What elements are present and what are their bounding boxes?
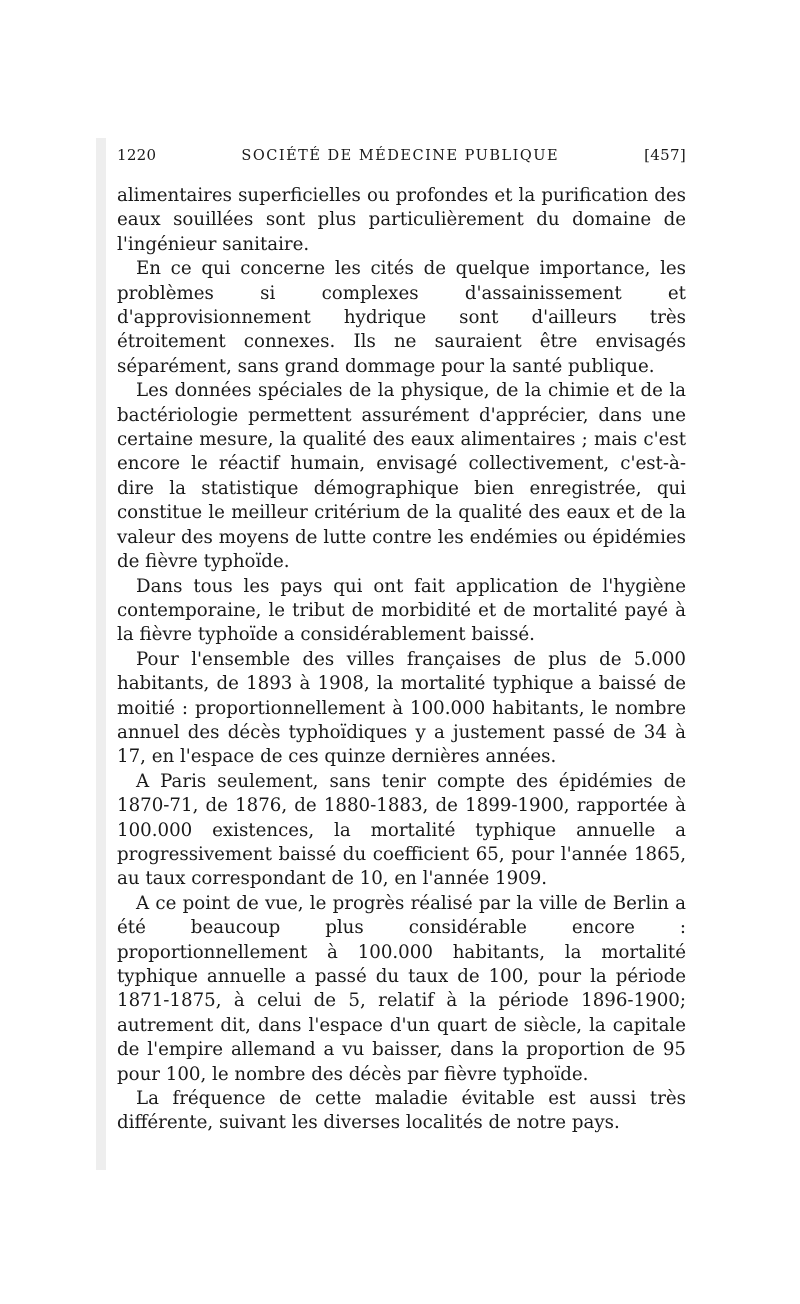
page-gutter-shadow <box>96 138 106 1170</box>
body-text <box>117 184 686 1136</box>
paragraph: Dans tous les pays qui ont fait application de l'hygiène contemporaine, le tribut de morbidité et de mortalité payé à la fièvre typhoïde a considérablement baissé. <box>117 575 686 646</box>
paragraph: En ce qui concerne les cités de quelque importance, les problèmes si complexes d'assainissement et d'approvisionnement hydrique sont d'ailleurs très étroitement connexes. Ils ne sauraient être envisagés séparément, sans grand dommage pour la santé publique. <box>117 258 686 377</box>
running-header <box>117 146 686 172</box>
paragraph: A Paris seulement, sans tenir compte des épidémies de 1870-71, de 1876, de 1880-1883, de 1899-1900, rapportée à 100.000 existences, la mortalité typhique annuelle a progressivement baissé du coefficient 65, pour l'année 1865, au taux correspondant de 10, en l'année 1909. <box>117 770 686 890</box>
paragraph: A ce point de vue, le progrès réalisé par la ville de Berlin a été beaucoup plus considérable encore : proportionnellement à 100.000 habitants, la mortalité typhique annuelle a passé du taux de 100, pour la période 1871-1875, à celui de 5, relatif à la période 1896-1900; autrement dit, dans l'espace d'un quart de siècle, la capitale de l'empire allemand a vu baisser, dans la proportion de 95 pour 100, le nombre des décès par fièvre typhoïde. <box>117 892 686 1085</box>
paragraph: La fréquence de cette maladie évitable est aussi très différente, suivant les diverses localités de notre pays. <box>117 1088 686 1134</box>
running-title: SOCIÉTÉ DE MÉDECINE PUBLIQUE <box>241 148 560 164</box>
paragraph: Les données spéciales de la physique, de la chimie et de la bactériologie permettent assurément d'apprécier, dans une certaine mesure, la qualité des eaux alimentaires ; mais c'est encore le réactif humain, envisagé collectivement, c'est-à-dire la statistique démographique bien enregistrée, qui constitue le meilleur critérium de la qualité des eaux et de la valeur des moyens de lutte contre les endémies ou épidémies de fièvre typhoïde. <box>117 380 686 573</box>
page-number: 1220 <box>117 146 157 164</box>
paragraph: Pour l'ensemble des villes françaises de plus de 5.000 habitants, de 1893 à 1908, la mortalité typhique a baissé de moitié : proportionnellement à 100.000 habitants, le nombre annuel des décès typhoïdiques y a justement passé de 34 à 17, en l'espace de ces quinze dernières années. <box>117 648 686 768</box>
paragraph: alimentaires superficielles ou profondes et la purification des eaux souillées sont plus particulièrement du domaine de l'ingénieur sanitaire. <box>117 185 686 255</box>
document-page <box>117 146 686 1136</box>
section-number: [457] <box>644 146 686 164</box>
